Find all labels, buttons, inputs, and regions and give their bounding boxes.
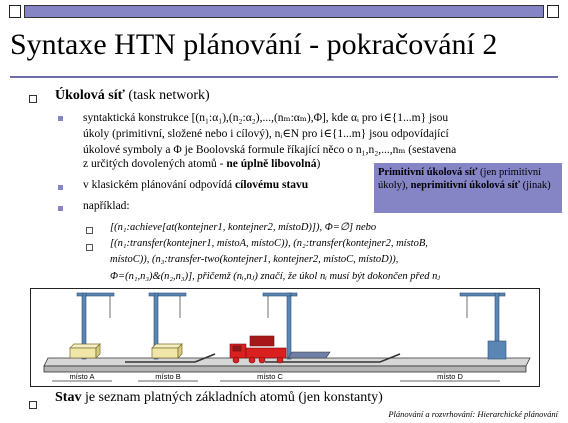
callout-text1: (jen primitivní úkoly),: [378, 167, 541, 191]
sub3-line: například:: [83, 200, 130, 212]
bullet-stav-rest: je seznam platných základních atomů (jen konstanty): [81, 390, 383, 405]
top-bar-right-box: [547, 5, 559, 18]
example1-line: [(n₁:achieve[at(kontejner1, kontejner2, místoD)]), Φ=∅] nebo: [110, 222, 377, 233]
callout-nonprimitive: neprimitivní úkolová síť: [410, 180, 520, 191]
label-misto-a: místo A: [69, 372, 95, 381]
top-bar-left-box: [9, 5, 21, 18]
bullet-ukolova-sit: [55, 88, 210, 104]
example2-line1: [(n₁:transfer(kontejner1, místoA, místoC)), (n₂:transfer(kontejner2, místoB,: [110, 238, 428, 249]
top-decoration-bar: [0, 0, 568, 22]
example2-line3: Φ=(n₁,n₃)&(n₂,n₃)], přičemž (nᵢ,nⱼ) značí, že úkol nᵢ musí být dokončen před nⱼ: [110, 271, 441, 282]
sub-bullet-dot: [58, 206, 63, 211]
sub1-line3: úkolové symboly a Φ je Boolovská formule říkající něco o n₁,n₂,...,nₘ (sestavena: [83, 144, 457, 156]
bullet-ukolova-sit-term: Úkolová síť: [55, 88, 125, 103]
container-1: [70, 344, 100, 358]
example2-line2: místoC)), (n₃:transfer-two(kontejner1, kontejner2, místoC, místoD)),: [110, 254, 399, 265]
sub1-line4-start: z určitých dovolených atomů -: [83, 158, 227, 170]
docks-illustration: [30, 288, 540, 387]
sub-bullet-dot: [58, 185, 63, 190]
callout-text2: (jinak): [520, 180, 551, 191]
sub1-line2: úkoly (primitivní, složené nebo i cílový), nᵢ∈N pro i∈{1...m} jsou odpovídající: [83, 128, 449, 140]
sub2-text: v klasickém plánování odpovídá: [83, 179, 236, 191]
bullet-ukolova-sit-rest: (task network): [124, 88, 210, 103]
label-misto-b: místo B: [155, 372, 181, 381]
slide-footer: Plánování a rozvrhování: Hierarchické plánování: [388, 409, 558, 419]
sub2-bold: cílovému stavu: [235, 179, 309, 191]
label-misto-d: místo D: [437, 372, 463, 381]
sub1-line4: [83, 158, 320, 170]
label-misto-c: místo C: [257, 372, 283, 381]
bullet-stav-term: Stav: [55, 390, 82, 405]
top-bar-accent: [24, 5, 544, 18]
example-bullet: [86, 227, 93, 234]
sub2-line: [83, 179, 308, 191]
bullet-square: [29, 401, 37, 409]
slide-title: Syntaxe HTN plánování - pokračování 2: [10, 28, 498, 61]
title-underline: [10, 76, 558, 78]
sub-bullet-dot: [58, 116, 63, 121]
container-2: [152, 344, 182, 358]
example-bullet: [86, 244, 93, 251]
sub1-line4-bold: ne úplně libovolná: [226, 158, 317, 170]
sub1-line1: syntaktická konstrukce [(n₁:α₁),(n₂:α₂),...,(nₘ:αₘ),Φ], kde αᵢ pro i∈{1...m} jsou: [83, 112, 449, 124]
callout-primitive: Primitivní úkolová síť: [378, 167, 478, 178]
bullet-square: [29, 95, 37, 103]
callout-box: [374, 163, 562, 213]
sub1-line4-end: ): [316, 158, 321, 170]
bullet-stav: [55, 390, 383, 406]
